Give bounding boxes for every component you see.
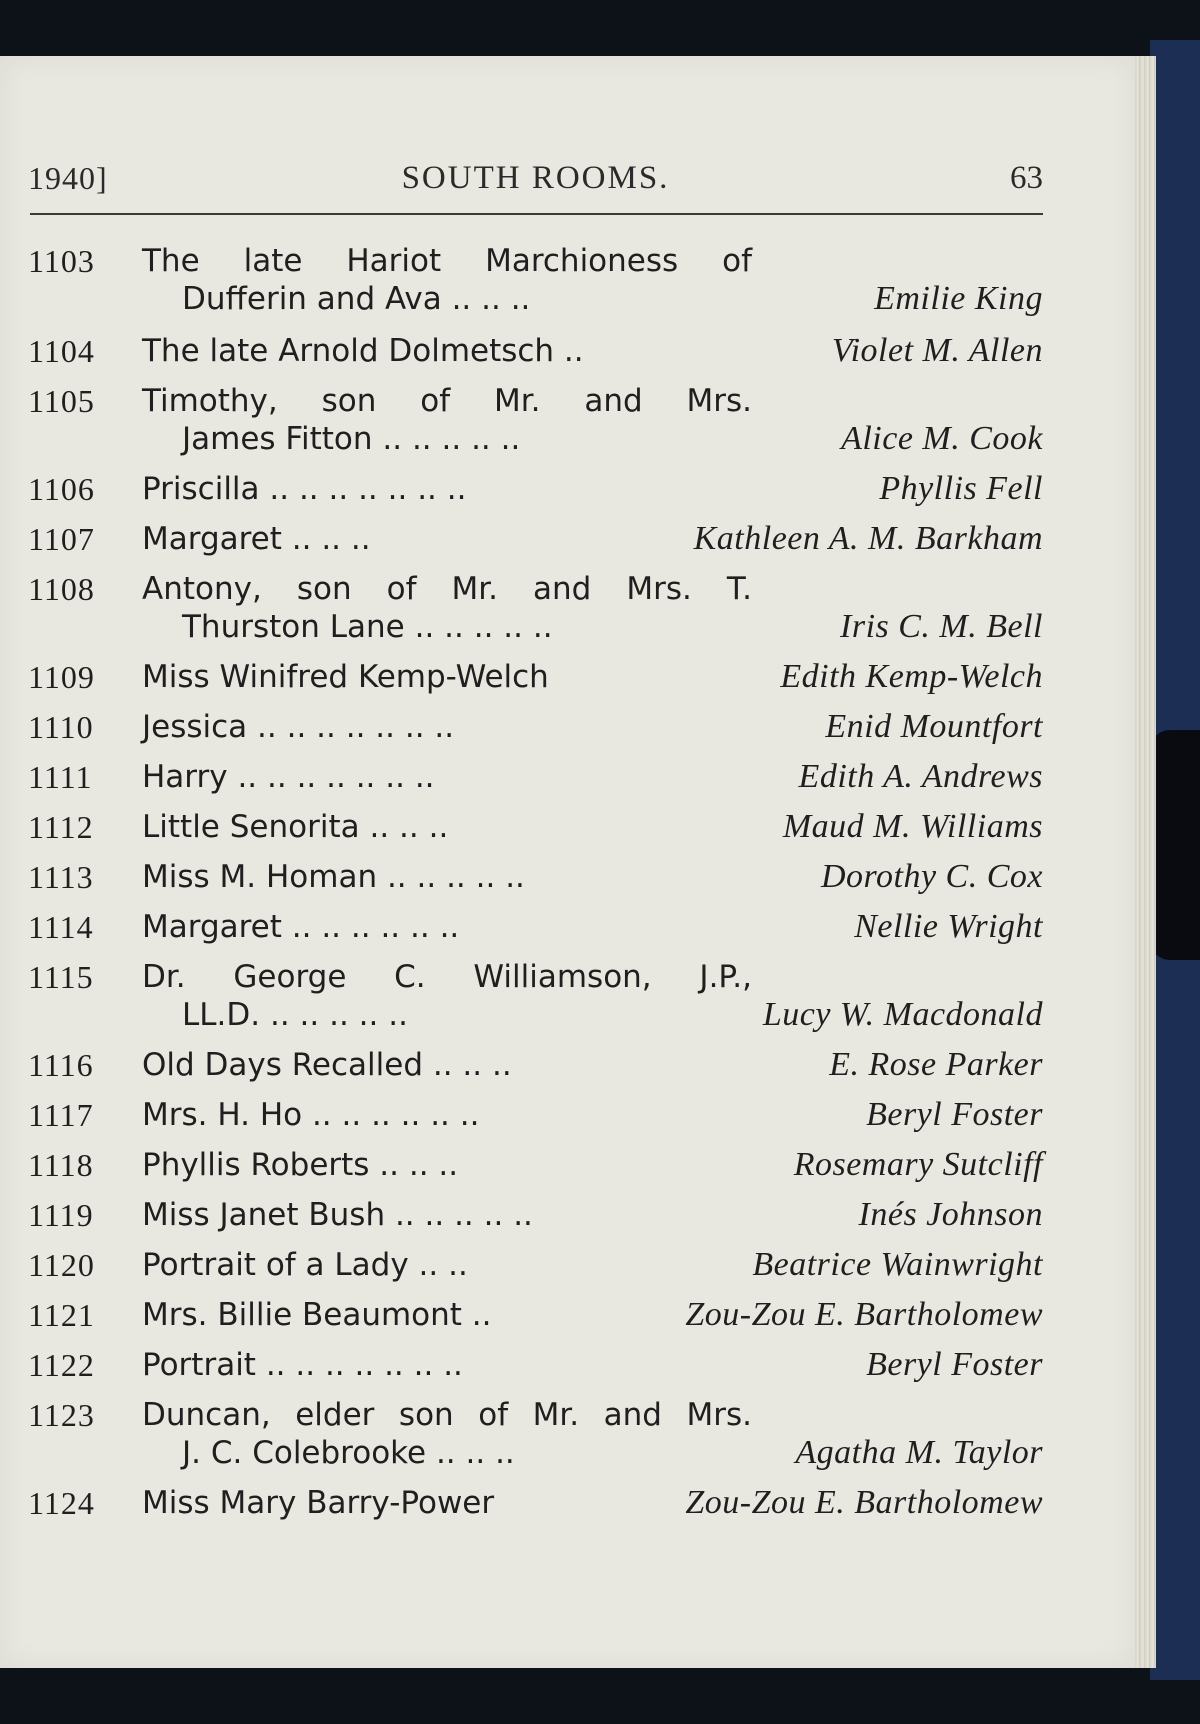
entry-title: Timothy, son of Mr. and Mrs. — [142, 383, 752, 419]
entry-artist: Agatha M. Taylor — [795, 1434, 1043, 1471]
entry-title-continued: Thurston Lane .. .. .. .. .. — [182, 609, 553, 645]
entry-number: 1103 — [28, 243, 95, 279]
entry-title: Old Days Recalled .. .. .. — [142, 1047, 512, 1083]
entry-title: The late Arnold Dolmetsch .. — [142, 333, 584, 369]
header-title: SOUTH ROOMS. — [401, 160, 670, 196]
entry-title: Harry .. .. .. .. .. .. .. — [142, 759, 435, 795]
catalogue-entry — [28, 570, 1043, 646]
entry-number: 1116 — [28, 1047, 94, 1083]
header-rule — [30, 213, 1043, 215]
entry-artist: Violet M. Allen — [831, 332, 1043, 369]
entry-number: 1107 — [28, 521, 95, 557]
entry-artist: Edith Kemp-Welch — [780, 658, 1043, 695]
catalogue-entry — [28, 1046, 1043, 1084]
entry-artist: Phyllis Fell — [879, 470, 1043, 507]
entry-artist: Nellie Wright — [854, 908, 1043, 945]
entry-title: Miss Mary Barry-Power — [142, 1485, 495, 1521]
entry-title: Miss Janet Bush .. .. .. .. .. — [142, 1197, 533, 1233]
entry-title: Margaret .. .. .. — [142, 521, 371, 557]
catalogue-entry — [28, 1096, 1043, 1134]
header-year: 1940] — [28, 160, 108, 196]
catalogue-entries — [28, 242, 1043, 1534]
entry-title: Duncan, elder son of Mr. and Mrs. — [142, 1397, 752, 1433]
entry-artist: Zou-Zou E. Bartholomew — [685, 1296, 1043, 1333]
entry-artist: Beatrice Wainwright — [752, 1246, 1043, 1283]
catalogue-entry — [28, 958, 1043, 1034]
page-number: 63 — [1010, 160, 1043, 196]
catalogue-entry — [28, 1296, 1043, 1334]
entry-artist: Maud M. Williams — [782, 808, 1043, 845]
entry-title: Portrait .. .. .. .. .. .. .. — [142, 1347, 463, 1383]
catalogue-entry — [28, 808, 1043, 846]
entry-artist: Beryl Foster — [866, 1096, 1043, 1133]
entry-number: 1115 — [28, 959, 94, 995]
entry-title-continued: James Fitton .. .. .. .. .. — [182, 421, 521, 457]
entry-title-continued: J. C. Colebrooke .. .. .. — [182, 1435, 515, 1471]
catalogue-entry — [28, 1246, 1043, 1284]
entry-artist: Zou-Zou E. Bartholomew — [685, 1484, 1043, 1521]
entry-title: Miss Winifred Kemp-Welch — [142, 659, 549, 695]
catalogue-entry — [28, 758, 1043, 796]
entry-artist: Rosemary Sutcliff — [793, 1146, 1043, 1183]
catalogue-entry — [28, 708, 1043, 746]
catalogue-entry — [28, 1146, 1043, 1184]
entry-title: Jessica .. .. .. .. .. .. .. — [142, 709, 455, 745]
entry-artist: Enid Mountfort — [825, 708, 1043, 745]
entry-title: Mrs. Billie Beaumont .. — [142, 1297, 492, 1333]
entry-number: 1120 — [28, 1247, 95, 1283]
entry-artist: E. Rose Parker — [829, 1046, 1043, 1083]
entry-title: The late Hariot Marchioness of — [142, 243, 752, 279]
entry-artist: Lucy W. Macdonald — [762, 996, 1043, 1033]
catalogue-entry — [28, 908, 1043, 946]
entry-title: Dr. George C. Williamson, J.P., — [142, 959, 752, 995]
entry-title: Miss M. Homan .. .. .. .. .. — [142, 859, 525, 895]
catalogue-entry — [28, 470, 1043, 508]
entry-number: 1117 — [28, 1097, 94, 1133]
catalogue-entry — [28, 858, 1043, 896]
cover-notch — [1150, 730, 1200, 960]
entry-artist: Dorothy C. Cox — [820, 858, 1043, 895]
catalogue-entry — [28, 332, 1043, 370]
entry-number: 1112 — [28, 809, 94, 845]
entry-number: 1109 — [28, 659, 95, 695]
entry-title: Margaret .. .. .. .. .. .. — [142, 909, 460, 945]
catalogue-entry — [28, 1484, 1043, 1522]
entry-number: 1122 — [28, 1347, 95, 1383]
entry-number: 1121 — [28, 1297, 95, 1333]
entry-number: 1104 — [28, 333, 95, 369]
entry-title: Little Senorita .. .. .. — [142, 809, 449, 845]
running-header — [28, 160, 1043, 200]
entry-number: 1118 — [28, 1147, 94, 1183]
entry-number: 1119 — [28, 1197, 94, 1233]
entry-artist: Emilie King — [874, 280, 1043, 317]
catalogue-entry — [28, 658, 1043, 696]
entry-number: 1106 — [28, 471, 95, 507]
entry-number: 1110 — [28, 709, 94, 745]
entry-artist: Alice M. Cook — [841, 420, 1043, 457]
entry-title-continued: Dufferin and Ava .. .. .. — [182, 281, 531, 317]
entry-number: 1124 — [28, 1485, 95, 1521]
entry-title: Phyllis Roberts .. .. .. — [142, 1147, 459, 1183]
entry-title: Portrait of a Lady .. .. — [142, 1247, 468, 1283]
entry-number: 1108 — [28, 571, 95, 607]
entry-number: 1111 — [28, 759, 93, 795]
entry-artist: Inés Johnson — [858, 1196, 1043, 1233]
entry-artist: Iris C. M. Bell — [840, 608, 1043, 645]
catalogue-entry — [28, 242, 1043, 318]
entry-artist: Kathleen A. M. Barkham — [693, 520, 1043, 557]
entry-number: 1113 — [28, 859, 94, 895]
entry-title-continued: LL.D. .. .. .. .. .. — [182, 997, 408, 1033]
entry-title: Priscilla .. .. .. .. .. .. .. — [142, 471, 467, 507]
entry-number: 1114 — [28, 909, 94, 945]
entry-artist: Edith A. Andrews — [798, 758, 1043, 795]
catalogue-entry — [28, 520, 1043, 558]
entry-number: 1123 — [28, 1397, 95, 1433]
catalogue-entry — [28, 1396, 1043, 1472]
entry-artist: Beryl Foster — [866, 1346, 1043, 1383]
entry-title: Mrs. H. Ho .. .. .. .. .. .. — [142, 1097, 480, 1133]
catalogue-entry — [28, 1196, 1043, 1234]
entry-title: Antony, son of Mr. and Mrs. T. — [142, 571, 752, 607]
entry-number: 1105 — [28, 383, 95, 419]
catalogue-entry — [28, 382, 1043, 458]
catalogue-entry — [28, 1346, 1043, 1384]
